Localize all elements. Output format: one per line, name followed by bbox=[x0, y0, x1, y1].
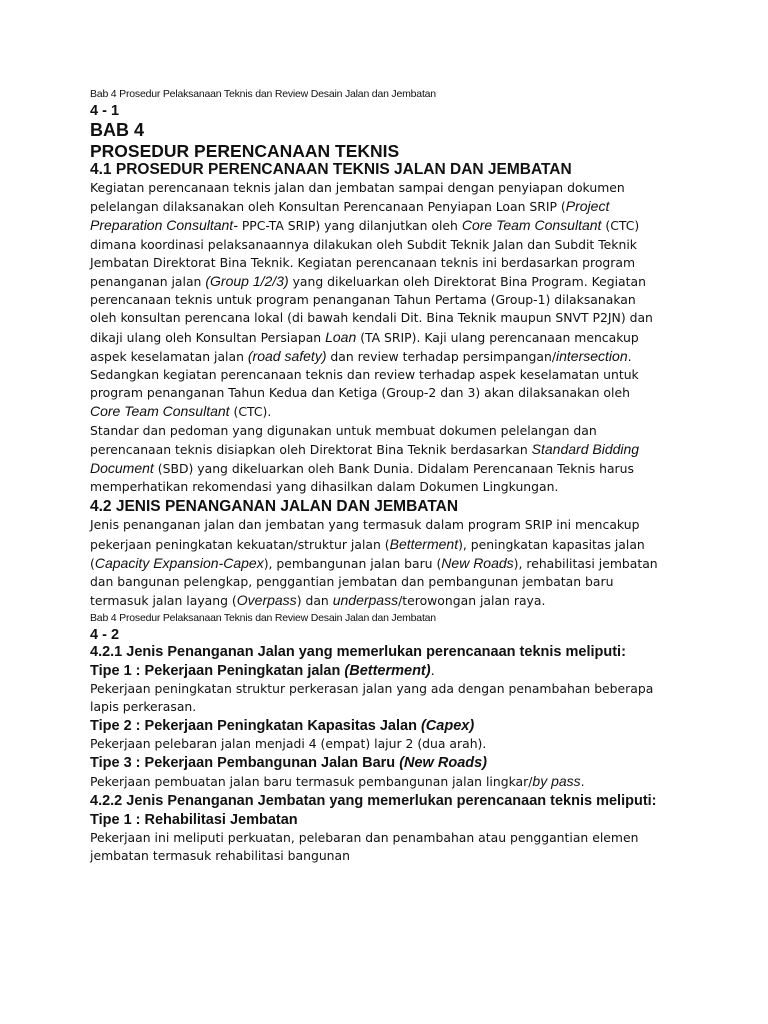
paragraph-4-1-a: Kegiatan perencanaan teknis jalan dan jembatan sampai dengan penyiapan dokumen pelelangan dilaksanakan oleh Konsultan Perencanaan Penyiapan Loan SRIP (Project Preparation Consultant- PPC-TA SRIP) yang dilanjutkan oleh Core Team Consultant (CTC) dimana koordinasi pelaksanaannya dilakukan oleh Subdit Teknik Jalan dan Subdit Teknik Jembatan Direktorat Bina Teknik. Kegiatan perencanaan teknis ini berdasarkan program penanganan jalan (Group 1/2/3) yang dikeluarkan oleh Direktorat Bina Program. Kegiatan perencanaan teknis untuk program penanganan Tahun Pertama (Group-1) dilaksanakan oleh konsultan perencana lokal (di bawah kendali Dit. Bina Teknik maupun SNVT P2JN) dan dikaji ulang oleh Konsultan Persiapan Loan (TA SRIP). Kaji ulang perencanaan mencakup aspek keselamatan jalan (road safety) dan review terhadap persimpangan/intersection. Sedangkan kegiatan perencanaan teknis dan review terhadap aspek keselamatan untuk program penanganan Tahun Kedua dan Ketiga (Group-2 dan 3) akan dilaksanakan oleh Core Team Consultant (CTC). bbox=[90, 180, 653, 420]
tipe-2-text: Pekerjaan pelebaran jalan menjadi 4 (empat) lajur 2 (dua arah). bbox=[90, 736, 487, 752]
section-4-1-heading: 4.1 PROSEDUR PERENCANAAN TEKNIS JALAN DAN JEMBATAN bbox=[90, 161, 572, 178]
tipe-1-heading: Tipe 1 : Pekerjaan Peningkatan jalan (Betterment). bbox=[90, 663, 435, 680]
page-number-2: 4 - 2 bbox=[90, 627, 120, 644]
document-body bbox=[90, 87, 660, 865]
running-header: Bab 4 Prosedur Pelaksanaan Teknis dan Review Desain Jalan dan Jembatan bbox=[90, 88, 436, 100]
section-4-2-1-heading: 4.2.1 Jenis Penanganan Jalan yang memerlukan perencanaan teknis meliputi: bbox=[90, 644, 626, 661]
tipe-1-text: Pekerjaan peningkatan struktur perkerasan jalan yang ada dengan penambahan beberapa lapis perkerasan. bbox=[90, 681, 654, 715]
tipe-3-text: Pekerjaan pembuatan jalan baru termasuk pembangunan jalan lingkar/by pass. bbox=[90, 773, 585, 790]
jembatan-tipe-1-heading: Tipe 1 : Rehabilitasi Jembatan bbox=[90, 812, 298, 829]
page-number: 4 - 1 bbox=[90, 103, 120, 119]
paragraph-4-1-b: Standar dan pedoman yang digunakan untuk membuat dokumen pelelangan dan perencanaan teknis disiapkan oleh Direktorat Bina Teknik berdasarkan Standard Bidding Document (SBD) yang dikeluarkan oleh Bank Dunia. Didalam Perencanaan Teknis harus memperhatikan rekomendasi yang dihasilkan dalam Dokumen Lingkungan. bbox=[90, 422, 640, 495]
chapter-title: PROSEDUR PERENCANAAN TEKNIS bbox=[90, 141, 400, 161]
running-header-2: Bab 4 Prosedur Pelaksanaan Teknis dan Review Desain Jalan dan Jembatan bbox=[90, 612, 436, 625]
jembatan-tipe-1-text: Pekerjaan ini meliputi perkuatan, pelebaran dan penambahan atau penggantian elemen jembatan termasuk rehabilitasi bangunan bbox=[90, 830, 639, 864]
section-4-2-2-heading: 4.2.2 Jenis Penanganan Jembatan yang memerlukan perencanaan teknis meliputi: bbox=[90, 793, 657, 810]
tipe-2-heading: Tipe 2 : Pekerjaan Peningkatan Kapasitas Jalan (Capex) bbox=[90, 718, 475, 735]
section-4-2-heading: 4.2 JENIS PENANGANAN JALAN DAN JEMBATAN bbox=[90, 498, 459, 516]
paragraph-4-2: Jenis penanganan jalan dan jembatan yang termasuk dalam program SRIP ini mencakup pekerjaan peningkatan kekuatan/struktur jalan (Betterment), peningkatan kapasitas jalan (Capacity Expansion-Capex), pembangunan jalan baru (New Roads), rehabilitasi jembatan dan bangunan pelengkap, penggantian jembatan dan pembangunan jembatan baru termasuk jalan layang (Overpass) dan underpass/terowongan jalan raya. bbox=[90, 517, 658, 609]
tipe-3-heading: Tipe 3 : Pekerjaan Pembangunan Jalan Baru (New Roads) bbox=[90, 755, 488, 772]
chapter-label: BAB 4 bbox=[90, 120, 145, 140]
